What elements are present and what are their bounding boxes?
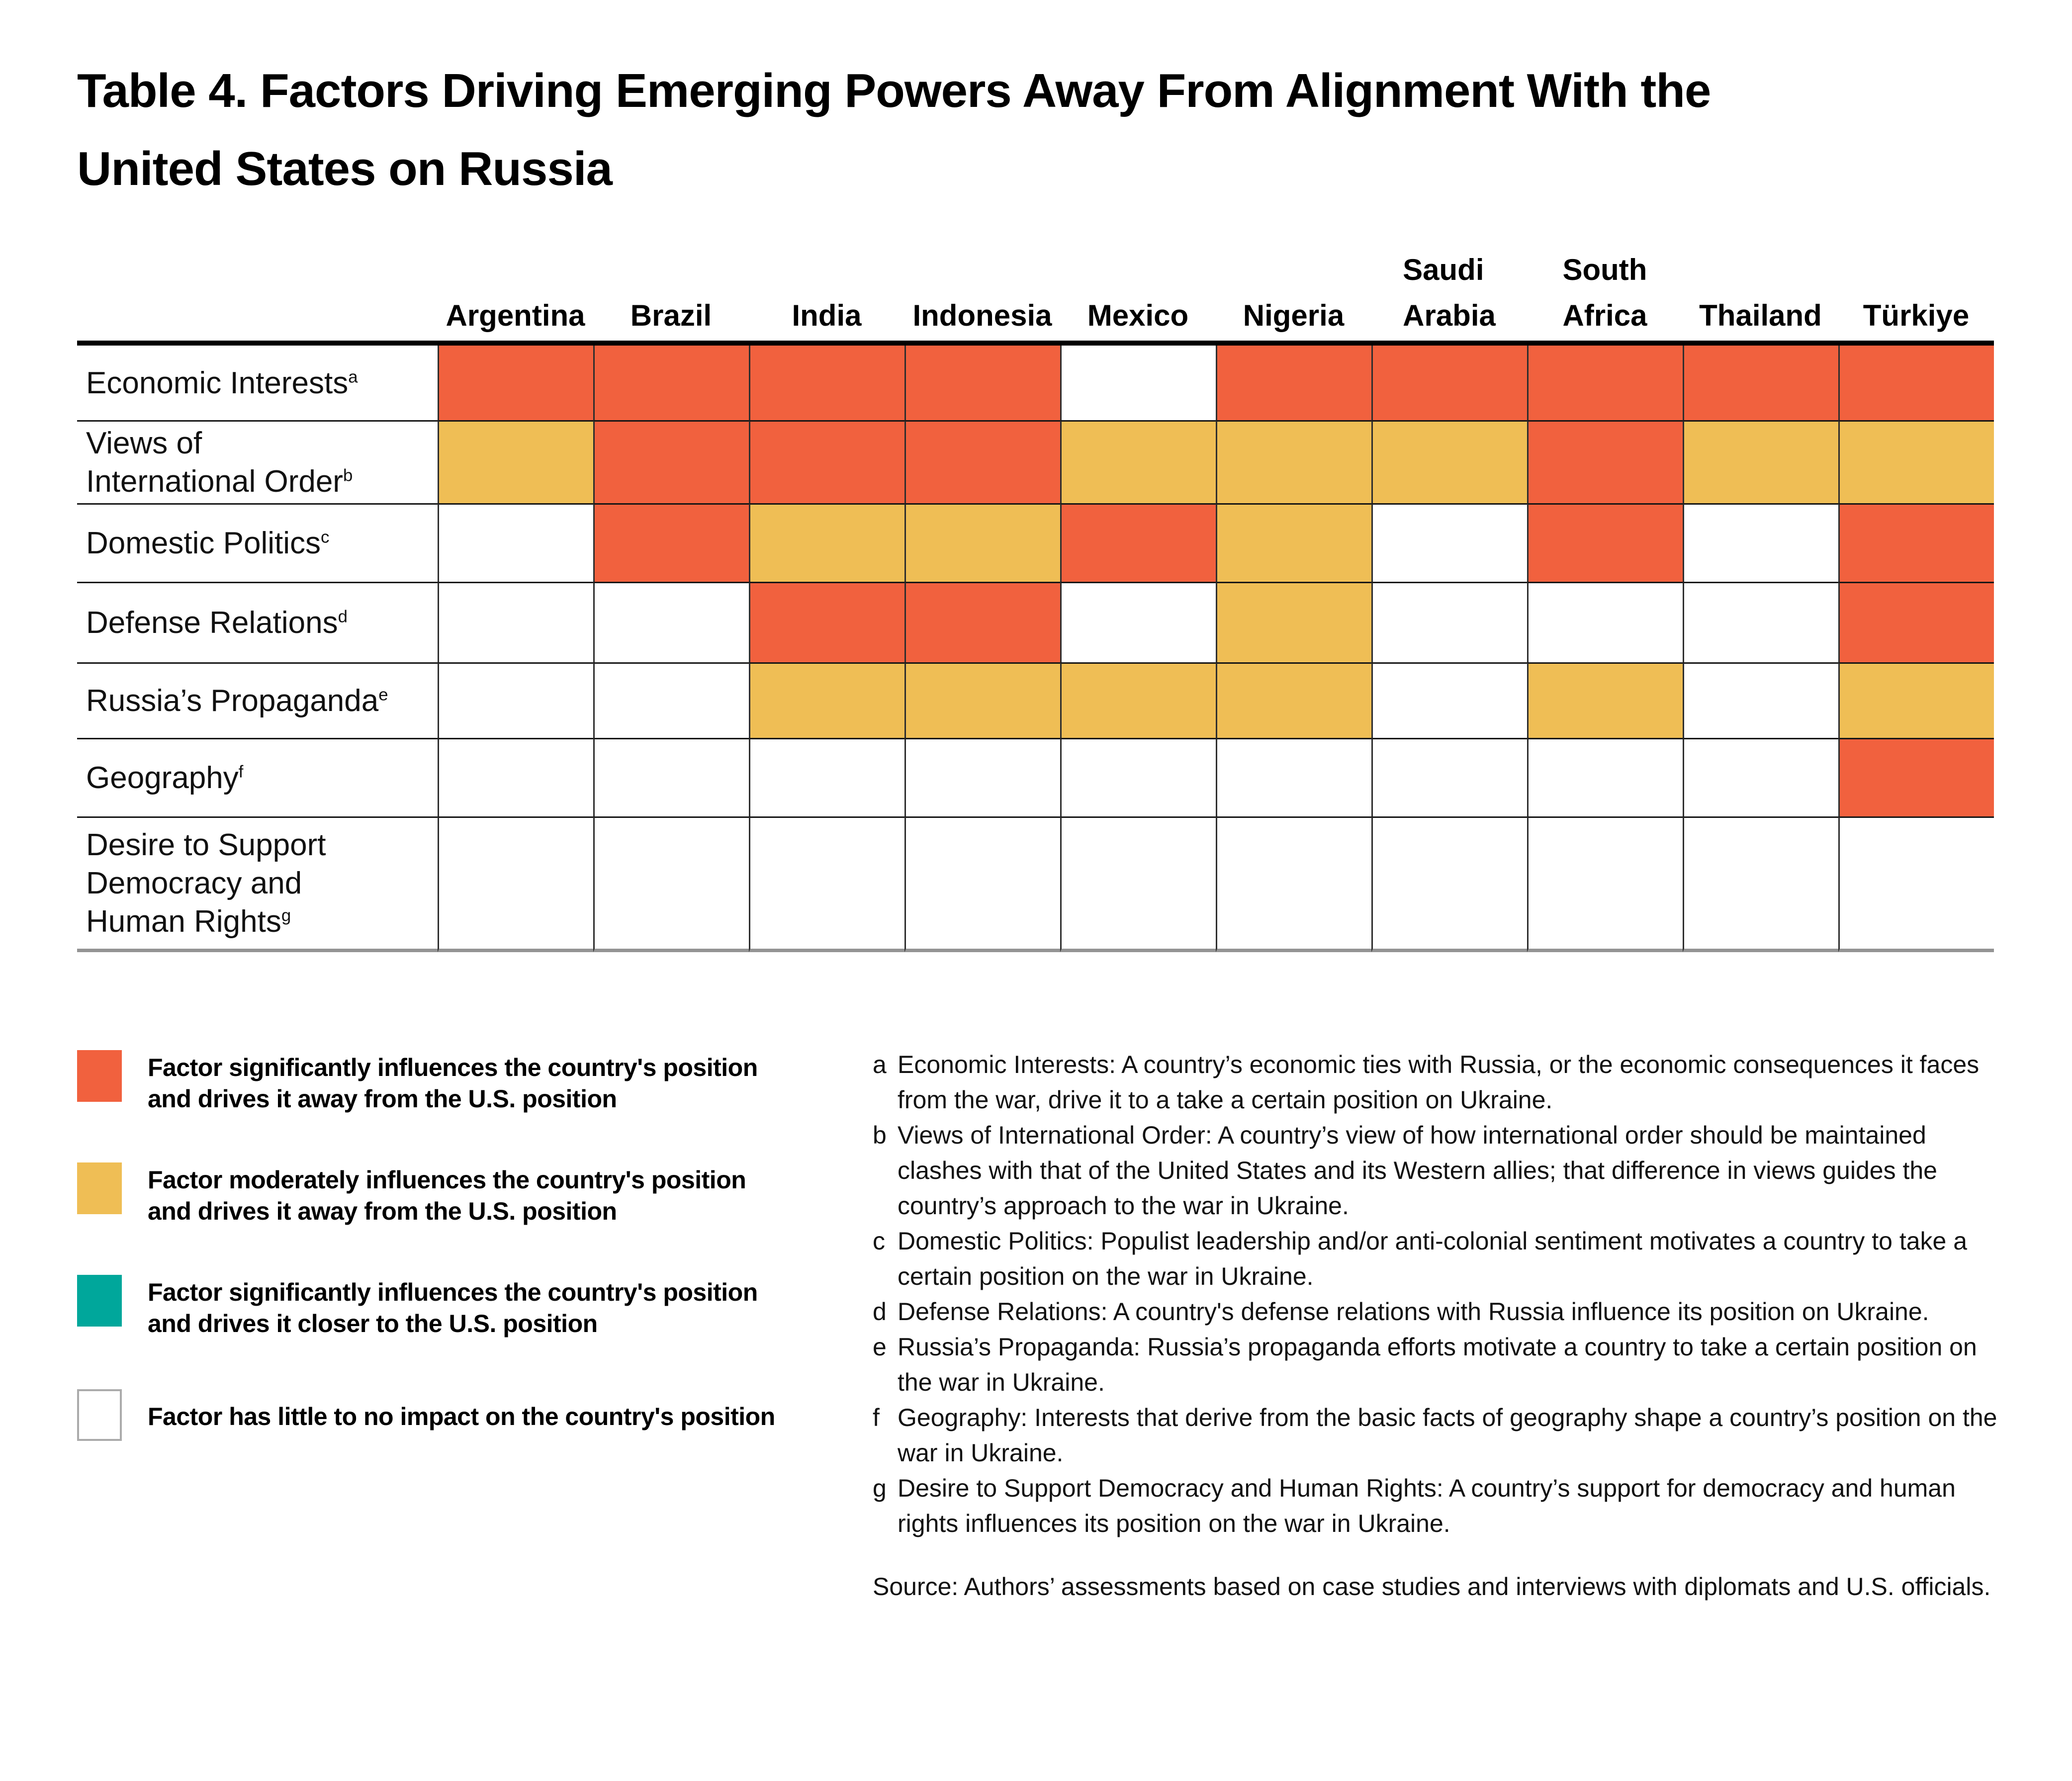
matrix-cell [1683,420,1838,503]
footnote-item [873,1400,2011,1471]
matrix-cell [438,816,593,952]
column-header [593,251,749,346]
row-label [77,662,438,738]
matrix-cell [1371,738,1527,816]
matrix-cell [593,582,749,662]
column-header-label: Thailand [1699,299,1822,332]
matrix-cell [1838,816,1994,952]
matrix-cell [438,738,593,816]
legend-item [77,1162,746,1227]
matrix-cell [593,420,749,503]
matrix-cell [1060,582,1216,662]
row-label-text: Russia’s Propaganda$^e$ [86,684,388,718]
matrix-cell [438,582,593,662]
matrix-cell [1683,662,1838,738]
row-label-footnote-marker: d [338,607,348,626]
legend-item [77,1050,758,1115]
column-header-label: South Africa [1562,253,1647,332]
matrix-cell [1371,582,1527,662]
footnote-text: Russia’s Propaganda: Russia’s propaganda efforts motivate a country to take a certain position on the war in Ukraine. [898,1333,1977,1396]
matrix-cell [1060,420,1216,503]
matrix-cell [1060,738,1216,816]
footnote-text: Desire to Support Democracy and Human Rights: A country’s support for democracy and human rights influences its position on the war in Ukraine. [898,1474,1956,1537]
legend-label: Factor has little to no impact on the country's position [148,1403,775,1430]
matrix-cell [1683,503,1838,582]
matrix-cell [904,503,1060,582]
matrix-cell [1838,582,1994,662]
page-title: Table 4. Factors Driving Emerging Powers Away From Alignment With the United States on Russia [77,64,1711,195]
matrix-cell [749,582,904,662]
footnote-text: Views of International Order: A country’s view of how international order should be maintained clashes with that of the United States and its Western allies; that difference in views guides the country’s approach to the war in Ukraine. [898,1121,1937,1220]
matrix-cell [438,420,593,503]
row-label-text: Geography$^f$ [86,761,244,795]
matrix-cell [1371,662,1527,738]
matrix-cell [1527,503,1683,582]
column-header-label: Argentina [446,299,585,332]
row-label-footnote-marker: a [348,367,358,386]
row-label-text: Economic Interests$^a$ [86,365,358,400]
matrix-cell [593,346,749,420]
matrix-cell [593,503,749,582]
row-label-text: Views of International Order$^b$ [86,426,353,499]
matrix-cell [593,662,749,738]
matrix-cell [1527,582,1683,662]
matrix-cell [1216,503,1371,582]
matrix-cell [1838,346,1994,420]
footnote-letter: g [873,1474,887,1502]
matrix-cell [904,420,1060,503]
row-label [77,346,438,420]
matrix-cell [1371,816,1527,952]
matrix-cell [1216,662,1371,738]
matrix-cell [1371,420,1527,503]
matrix-cell [1371,503,1527,582]
row-label [77,582,438,662]
column-header [904,251,1060,346]
legend-item [77,1389,775,1441]
column-header [1527,251,1683,346]
footnote-text: Defense Relations: A country's defense relations with Russia influence its position on Ukraine. [898,1298,1929,1326]
matrix-cell [1683,738,1838,816]
column-header-label: India [792,299,862,332]
row-label-footnote-marker: f [238,762,244,782]
legend-item [77,1275,758,1339]
column-header-label: Nigeria [1243,299,1345,332]
matrix-cell [1683,346,1838,420]
footnote-letter: b [873,1121,887,1149]
matrix-cell [1838,503,1994,582]
matrix-cell [1527,662,1683,738]
row-label-footnote-marker: e [378,685,388,705]
row-label-text: Desire to Support Democracy and Human Rights$^g$ [86,828,326,939]
legend-label: Factor significantly influences the country's position and drives it away from the U.S. position [148,1054,758,1113]
footnote-text: Domestic Politics: Populist leadership and/or anti-colonial sentiment motivates a country to take a certain position on the war in Ukraine. [898,1227,1968,1290]
matrix-cell [1838,738,1994,816]
row-label-footnote-marker: b [343,466,353,485]
matrix-cell [1527,346,1683,420]
column-header [1838,251,1994,346]
column-header-label: Indonesia [912,299,1052,332]
matrix-cell [1060,816,1216,952]
matrix-cell [1527,816,1683,952]
matrix-header-spacer [77,251,438,346]
footnote-item [873,1224,2011,1294]
matrix-cell [749,503,904,582]
footnote-item [873,1118,2011,1224]
column-header [438,251,593,346]
matrix-cell [438,346,593,420]
matrix-cell [749,346,904,420]
matrix-cell [904,816,1060,952]
column-header-label: Mexico [1087,299,1189,332]
matrix-cell [1838,662,1994,738]
matrix-cell [593,738,749,816]
matrix-cell [1216,582,1371,662]
matrix-cell [749,816,904,952]
matrix-cell [904,738,1060,816]
legend-swatch-moderate-away [77,1162,122,1214]
row-label [77,503,438,582]
row-label-footnote-marker: g [281,906,291,925]
matrix-cell [1683,582,1838,662]
column-header [1371,251,1527,346]
legend-swatch-significant-away [77,1050,122,1102]
matrix-cell [593,816,749,952]
row-label [77,420,438,503]
footnote-item [873,1471,2011,1541]
matrix-cell [1060,503,1216,582]
matrix-cell [1683,816,1838,952]
column-header-label: Türkiye [1863,299,1970,332]
legend-swatch-significant-closer [77,1275,122,1327]
matrix-cell [1216,420,1371,503]
matrix-cell [1216,816,1371,952]
column-header [1216,251,1371,346]
matrix-cell [749,738,904,816]
legend-label: Factor significantly influences the country's position and drives it closer to the U.S. position [148,1278,758,1337]
row-label [77,816,438,952]
footnote-item [873,1330,2011,1400]
matrix-cell [1838,420,1994,503]
matrix-cell [1060,662,1216,738]
footnotes [873,1047,2011,1604]
row-label-text: Domestic Politics$^c$ [86,526,330,560]
matrix-cell [749,420,904,503]
column-header [1060,251,1216,346]
footnote-text: Geography: Interests that derive from the basic facts of geography shape a country’s position on the war in Ukraine. [898,1404,1997,1467]
matrix-cell [1527,738,1683,816]
row-label-footnote-marker: c [321,528,330,547]
footnote-letter: a [873,1051,887,1078]
row-label [77,738,438,816]
legend-label: Factor moderately influences the country's position and drives it away from the U.S. position [148,1166,746,1225]
matrix-cell [1216,738,1371,816]
footnote-item [873,1294,2011,1330]
matrix-cell [1371,346,1527,420]
matrix-cell [1060,346,1216,420]
matrix-cell [904,662,1060,738]
footnote-letter: c [873,1227,885,1255]
matrix-cell [1527,420,1683,503]
matrix-cell [438,662,593,738]
footnote-letter: d [873,1298,887,1326]
footnote-letter: e [873,1333,887,1361]
column-header [1683,251,1838,346]
matrix-cell [904,346,1060,420]
matrix-cell [749,662,904,738]
footnote-item [873,1047,2011,1118]
row-label-text: Defense Relations$^d$ [86,606,348,640]
column-header [749,251,904,346]
matrix-cell [438,503,593,582]
column-header-label: Saudi Arabia [1403,253,1496,332]
legend-swatch-none [77,1389,122,1441]
column-header-label: Brazil [630,299,712,332]
footnote-letter: f [873,1404,880,1431]
matrix-cell [1216,346,1371,420]
source-note: Source: Authors’ assessments based on case studies and interviews with diplomats and U.S. officials. [873,1573,1991,1601]
matrix-cell [904,582,1060,662]
matrix-table [77,251,1994,952]
footnote-text: Economic Interests: A country’s economic ties with Russia, or the economic consequences it faces from the war, drive it to a take a certain position on Ukraine. [898,1051,1980,1114]
